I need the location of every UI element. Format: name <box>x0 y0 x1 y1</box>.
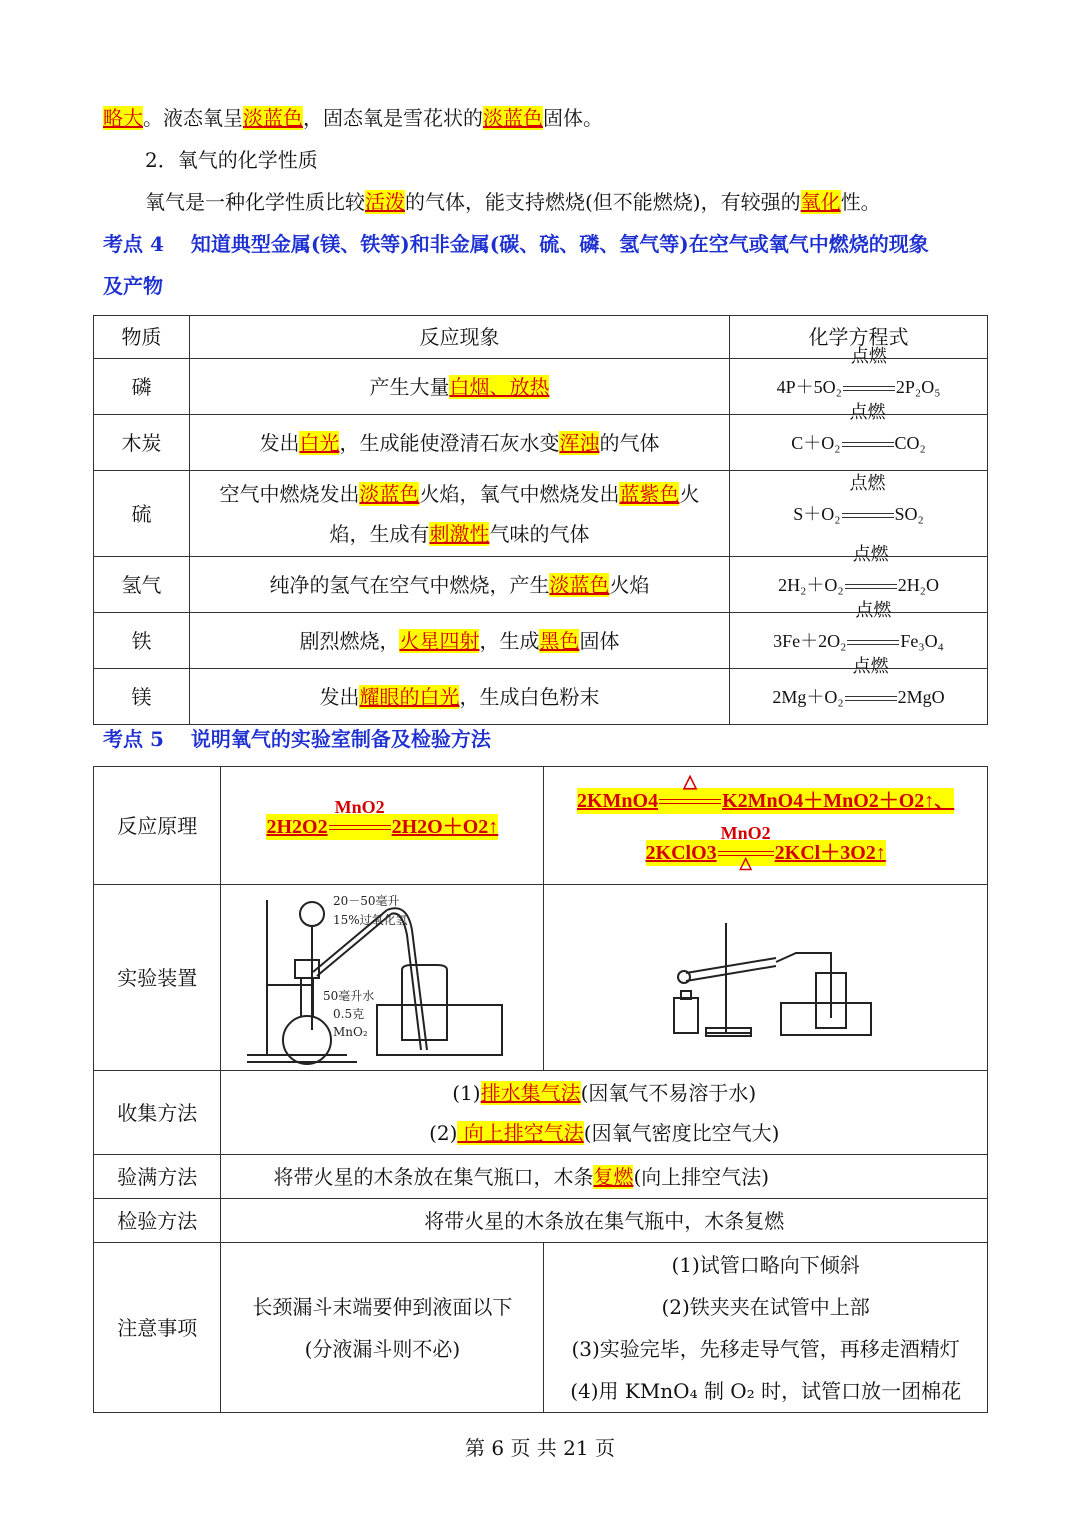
equation-h2o2 <box>266 796 499 840</box>
table-row-collection <box>94 1071 988 1155</box>
label-h2o2-volume: 20－50毫升 <box>333 894 400 908</box>
reactants: 3Fe＋2O₂ <box>773 630 847 651</box>
paragraph-oxygen-state <box>103 104 603 132</box>
label-mno2-mass: 0.5克 <box>333 1007 365 1021</box>
text: 纯净的氢气在空气中燃烧，产生 <box>269 572 550 597</box>
header-cell: 反应现象 <box>189 316 729 359</box>
combustion-table <box>93 315 988 725</box>
row-label: 验满方法 <box>94 1155 221 1199</box>
phenomenon-cell <box>189 415 729 471</box>
paragraph-chemical-property <box>145 188 881 216</box>
note: (4)用 KMnO₄ 制 O₂ 时，试管口放一团棉花 <box>570 1378 962 1403</box>
equals-sign <box>842 513 894 518</box>
text: ，生成白色粉末 <box>459 684 600 709</box>
table-row <box>94 669 988 725</box>
reactants: 2KMnO4 <box>576 789 659 812</box>
text: 固体 <box>579 628 620 653</box>
products: 2H2O＋O2↑ <box>391 815 499 838</box>
highlight: 耀眼的白光 <box>359 684 460 709</box>
highlight: 淡蓝色 <box>243 106 303 130</box>
table-row-notes <box>94 1243 988 1413</box>
phenomenon-cell <box>189 557 729 613</box>
condition <box>842 345 896 407</box>
condition-label: 点燃 <box>849 472 886 493</box>
equals-sign <box>847 640 899 645</box>
text: 焰，生成有 <box>329 521 430 546</box>
equals-sign <box>842 442 894 447</box>
phenomenon-cell <box>189 471 729 557</box>
highlight: 火星四射 <box>399 628 480 653</box>
table-row <box>94 415 988 471</box>
products: 2H₂O <box>897 574 939 595</box>
table-row-test <box>94 1199 988 1243</box>
catalyst-label: MnO2 <box>720 822 771 843</box>
reactants: C＋O₂ <box>791 432 841 453</box>
equals-sign <box>329 825 391 830</box>
condition <box>844 543 898 605</box>
products: 2P₂O₅ <box>895 376 941 397</box>
highlight: 浑浊 <box>559 430 600 455</box>
equals-sign <box>845 696 897 701</box>
heat-label: △ <box>739 854 752 872</box>
phenomenon-cell <box>189 669 729 725</box>
highlight: 氧化 <box>800 190 841 214</box>
text: 将带火星的木条放在集气瓶口，木条 <box>273 1164 594 1189</box>
highlight: 复燃 <box>593 1164 634 1189</box>
condition-label: 点燃 <box>855 599 892 620</box>
notes-h2o2-cell <box>221 1243 544 1413</box>
text: 发出 <box>259 430 300 455</box>
products: Fe₃O₄ <box>900 630 944 651</box>
text: 产生大量 <box>369 374 450 399</box>
products: SO₂ <box>894 503 924 524</box>
apparatus-kmno4-cell <box>544 885 988 1071</box>
highlight: 排水集气法 <box>480 1080 581 1105</box>
text: 火 <box>679 481 700 506</box>
heat-label: △ <box>683 770 697 791</box>
text: (向上排空气法) <box>633 1164 770 1189</box>
highlight: 淡蓝色 <box>549 572 610 597</box>
page-footer: 第 6 页 共 21 页 <box>465 1436 615 1460</box>
highlight: 蓝紫色 <box>619 481 680 506</box>
equation-cell <box>730 401 988 471</box>
note: (3)实验完毕，先移走导气管，再移走酒精灯 <box>571 1336 960 1361</box>
products: K2MnO4＋MnO2＋O2↑、 <box>722 789 955 812</box>
row-label: 反应原理 <box>94 767 221 885</box>
substance-cell: 镁 <box>94 669 190 725</box>
equation-kmno4 <box>576 770 955 814</box>
note: (1)试管口略向下倾斜 <box>671 1252 860 1277</box>
text: 的气体，能支持燃烧(但不能燃烧)，有较强的 <box>405 190 801 214</box>
products: 2KCl＋3O2↑ <box>774 841 886 864</box>
products: 2MgO <box>897 686 945 707</box>
highlight: 刺激性 <box>429 521 490 546</box>
equals-sign <box>843 386 895 391</box>
row-label: 检验方法 <box>94 1199 221 1243</box>
reactants: 4P＋5O₂ <box>776 376 842 397</box>
reactants: 2H2O2 <box>266 815 328 838</box>
text: (1) <box>452 1080 481 1105</box>
text: 发出 <box>319 684 360 709</box>
full-check-cell <box>221 1155 988 1199</box>
highlight: 向上排空气法 <box>457 1120 584 1145</box>
note: (2)铁夹夹在试管中上部 <box>661 1294 870 1319</box>
text: 固体。 <box>543 106 603 130</box>
text: 。液态氧呈 <box>143 106 243 130</box>
phenomenon-cell <box>189 613 729 669</box>
text: 剧烈燃烧， <box>299 628 400 653</box>
row-label: 实验装置 <box>94 885 221 1071</box>
equals-sign <box>659 799 721 804</box>
condition-label: 点燃 <box>849 401 886 422</box>
kaodian-4-heading: 考点 4 知道典型金属(镁、铁等)和非金属(碳、硫、磷、氢气等)在空气或氧气中燃烧的现象 <box>103 232 929 256</box>
label-h2o2-concentration: 15%过氧化氢 <box>333 913 409 927</box>
label-mno2: MnO₂ <box>333 1025 369 1039</box>
substance-cell: 木炭 <box>94 415 190 471</box>
text: 空气中燃烧发出 <box>219 481 360 506</box>
highlight: 白烟、放热 <box>449 374 550 399</box>
test-method-cell: 将带火星的木条放在集气瓶中，木条复燃 <box>221 1199 988 1243</box>
text: 火焰，氧气中燃烧发出 <box>419 481 620 506</box>
condition <box>841 472 895 534</box>
table-row-full-check <box>94 1155 988 1199</box>
condition-label: 点燃 <box>852 543 889 564</box>
text: (因氧气不易溶于水) <box>580 1080 757 1105</box>
text: 的气体 <box>599 430 660 455</box>
text: 气味的气体 <box>489 521 590 546</box>
phenomenon-cell <box>189 359 729 415</box>
highlight: 活泼 <box>365 190 405 214</box>
text: 氧气是一种化学性质比较 <box>145 190 365 214</box>
notes-kmno4-cell <box>544 1243 988 1413</box>
text: (因氧气密度比空气大) <box>583 1120 780 1145</box>
condition <box>844 655 898 717</box>
highlight: 淡蓝色 <box>483 106 543 130</box>
substance-cell: 氢气 <box>94 557 190 613</box>
label-water: 50毫升水 <box>323 989 375 1003</box>
principle-h2o2-cell <box>221 767 544 885</box>
equation-kclo3 <box>645 822 886 872</box>
reactants: 2KClO3 <box>645 841 717 864</box>
reactants: 2H₂＋O₂ <box>778 574 844 595</box>
h2o2-apparatus-diagram <box>237 890 527 1065</box>
condition <box>846 599 900 661</box>
text: ，固态氧是雪花状的 <box>303 106 483 130</box>
condition <box>717 822 775 872</box>
note: 长颈漏斗末端要伸到液面以下 <box>252 1294 513 1319</box>
condition <box>841 401 895 463</box>
header-cell: 物质 <box>94 316 190 359</box>
text: 性。 <box>840 190 881 214</box>
header-cell: 化学方程式 <box>730 316 988 359</box>
condition <box>658 770 722 814</box>
catalyst-label: MnO2 <box>334 796 385 817</box>
kaodian-4-heading-cont: 及产物 <box>103 274 163 298</box>
highlight: 白光 <box>299 430 340 455</box>
principle-kmno4-cell <box>544 767 988 885</box>
row-label: 收集方法 <box>94 1071 221 1155</box>
kmno4-apparatus-diagram <box>656 913 876 1043</box>
text: 火焰 <box>609 572 650 597</box>
substance-cell: 硫 <box>94 471 190 557</box>
text: ，生成 <box>479 628 540 653</box>
reactants: 2Mg＋O₂ <box>772 686 844 707</box>
apparatus-h2o2-cell <box>221 885 544 1071</box>
highlight: 淡蓝色 <box>359 481 420 506</box>
table-row-principle <box>94 767 988 885</box>
highlight: 略大 <box>103 106 143 130</box>
substance-cell: 磷 <box>94 359 190 415</box>
kaodian-5-heading: 考点 5 说明氧气的实验室制备及检验方法 <box>103 727 491 751</box>
condition-label: 点燃 <box>850 345 887 366</box>
equation-cell <box>730 655 988 725</box>
condition <box>328 796 392 840</box>
substance-cell: 铁 <box>94 613 190 669</box>
equals-sign <box>845 584 897 589</box>
reactants: S＋O₂ <box>793 503 841 524</box>
highlight: 黑色 <box>539 628 580 653</box>
text: ，生成能使澄清石灰水变 <box>339 430 560 455</box>
oxygen-preparation-table <box>93 766 988 1413</box>
collection-method-cell <box>221 1071 988 1155</box>
note: (分液漏斗则不必) <box>304 1336 461 1361</box>
table-row-apparatus <box>94 885 988 1071</box>
text: (2) <box>429 1120 458 1145</box>
row-label: 注意事项 <box>94 1243 221 1413</box>
section-heading: 2．氧气的化学性质 <box>145 148 318 172</box>
products: CO₂ <box>894 432 926 453</box>
condition-label: 点燃 <box>852 655 889 676</box>
